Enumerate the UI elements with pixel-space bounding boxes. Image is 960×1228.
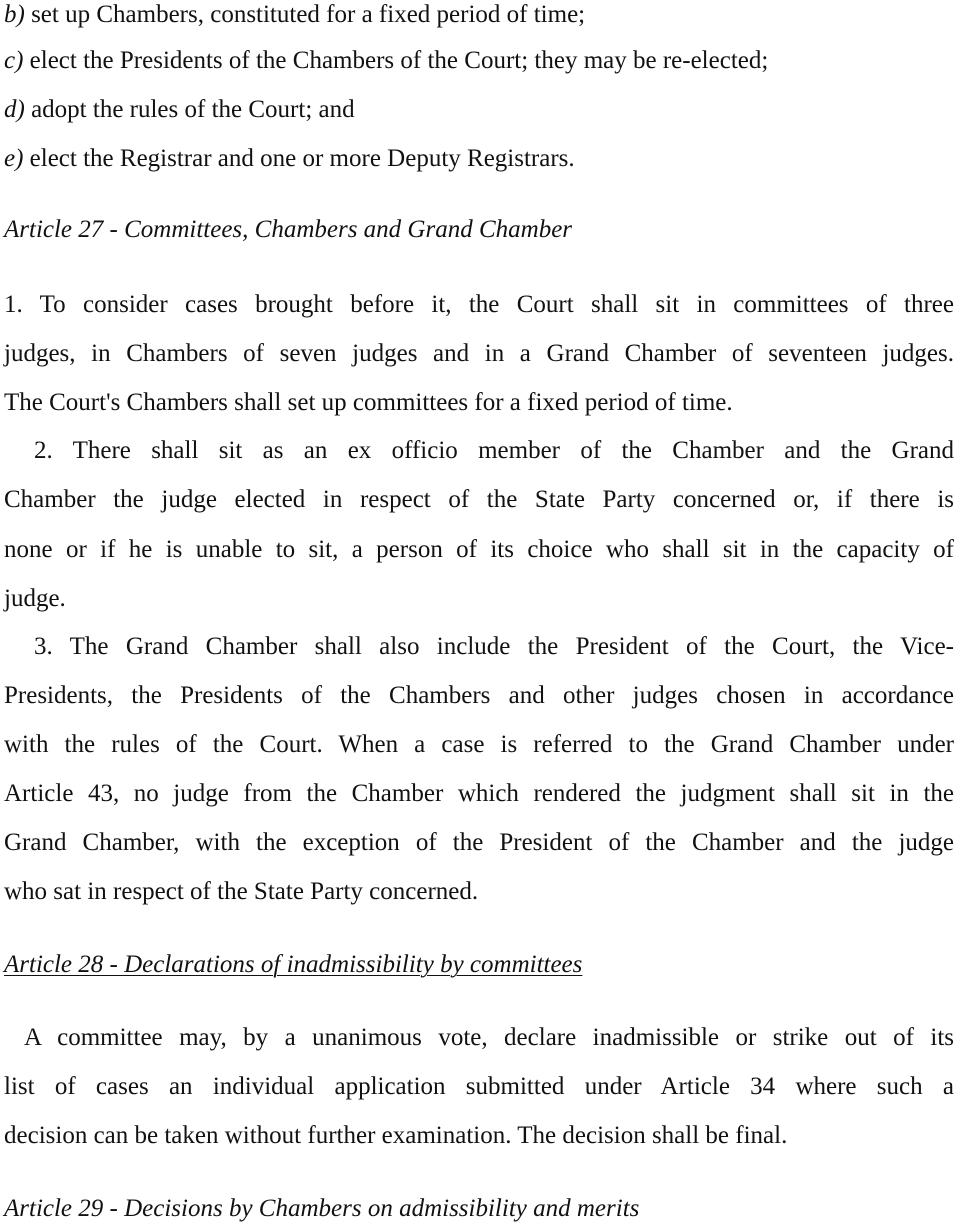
paragraph-line: 1. To consider cases brought before it, the Court shall sit in committees of three xyxy=(4,291,954,318)
paragraph-line: The Court's Chambers shall set up committees for a fixed period of time. xyxy=(4,389,733,416)
paragraph-line: Presidents, the Presidents of the Chambers and other judges chosen in accordance xyxy=(4,682,954,709)
article-28-heading-text: Article 28 - Declarations of inadmissibility by committees xyxy=(4,951,583,978)
list-text: adopt the rules of the Court; and xyxy=(24,96,355,123)
paragraph-line: 2. There shall sit as an ex officio member of the Chamber and the Grand xyxy=(34,437,954,464)
list-marker: e) xyxy=(4,145,24,172)
paragraph-line: 3. The Grand Chamber shall also include the President of the Court, the Vice- xyxy=(34,633,954,660)
paragraph-line: judge. xyxy=(4,585,66,612)
list-item xyxy=(4,46,954,76)
paragraph-line: with the rules of the Court. When a case is referred to the Grand Chamber under xyxy=(4,731,954,758)
list-text: elect the Presidents of the Chambers of the Court; they may be re-elected; xyxy=(23,47,769,74)
paragraph-line: none or if he is unable to sit, a person of its choice who shall sit in the capacity of xyxy=(4,536,954,563)
paragraph-line: A committee may, by a unanimous vote, declare inadmissible or strike out of its xyxy=(24,1024,954,1051)
list-marker: d) xyxy=(4,96,25,123)
list-item xyxy=(4,95,954,125)
article-29-heading: Article 29 - Decisions by Chambers on admissibility and merits xyxy=(4,1195,640,1222)
paragraph-line: Chamber the judge elected in respect of the State Party concerned or, if there is xyxy=(4,486,954,513)
list-text: elect the Registrar and one or more Deputy Registrars. xyxy=(23,145,575,172)
list-item xyxy=(4,144,954,174)
list-text: set up Chambers, constituted for a fixed period of time; xyxy=(24,1,586,28)
paragraph-line: judges, in Chambers of seven judges and in a Grand Chamber of seventeen judges. xyxy=(4,340,954,367)
paragraph-line: Grand Chamber, with the exception of the President of the Chamber and the judge xyxy=(4,829,954,856)
paragraph-line: list of cases an individual application submitted under Article 34 where such a xyxy=(4,1073,954,1100)
list-item xyxy=(4,0,954,30)
paragraph-line: who sat in respect of the State Party concerned. xyxy=(4,878,479,905)
article-27-heading: Article 27 - Committees, Chambers and Grand Chamber xyxy=(4,216,573,243)
paragraph-line: decision can be taken without further examination. The decision shall be final. xyxy=(4,1122,788,1149)
article-28-heading xyxy=(4,950,954,980)
list-marker: b) xyxy=(4,1,25,28)
list-marker: c) xyxy=(4,47,24,74)
paragraph-line: Article 43, no judge from the Chamber which rendered the judgment shall sit in the xyxy=(4,780,954,807)
